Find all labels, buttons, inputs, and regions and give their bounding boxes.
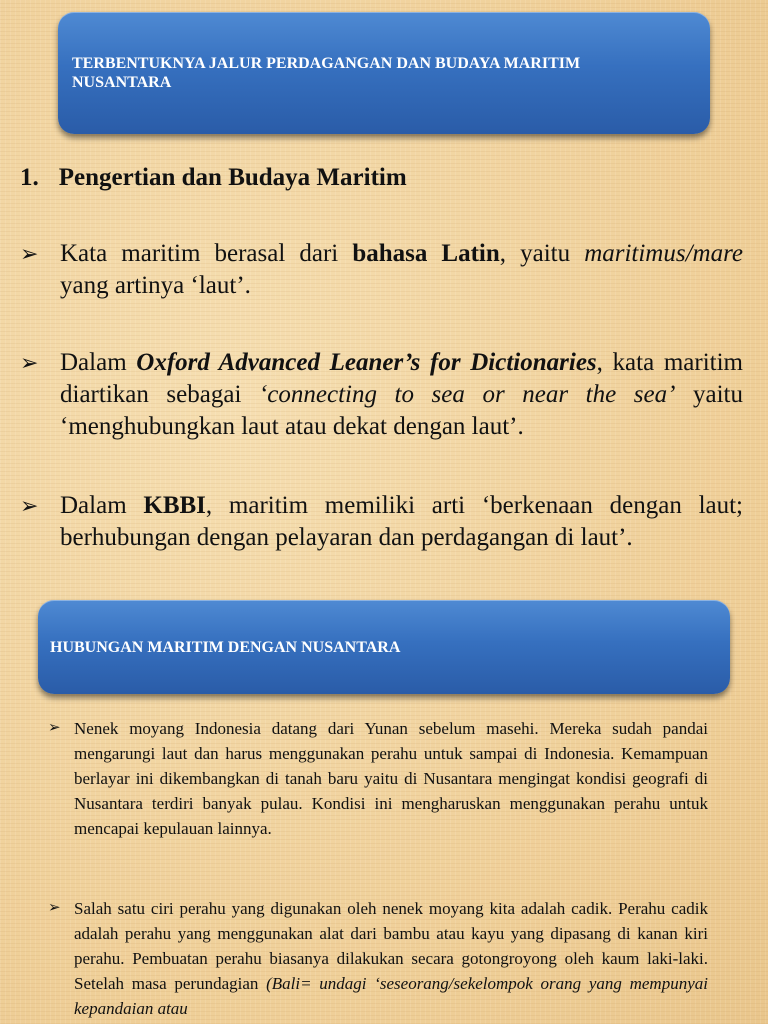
paragraph-origin: Nenek moyang Indonesia datang dari Yunan sebelum masehi. Mereka sudah pandai mengarungi laut dan harus menggunakan perahu untuk sampai di Indonesia. Kemampuan berlayar ini dikembangkan di tanah baru yaitu di Nusantara mengingat kondisi geografi di Nusantara terdiri banyak pulau. Kondisi ini mengharuskan menggunakan perahu untuk mencapai kepulauan lainnya. xyxy=(74,719,708,838)
heading-number: 1. xyxy=(20,164,39,191)
arrow-bullet-icon: ➢ xyxy=(20,493,39,518)
arrow-bullet-icon: ➢ xyxy=(48,720,61,736)
definition-latin: Kata maritim berasal dari bahasa Latin, yaitu maritimus/mare yang artinya ‘laut’. xyxy=(60,240,743,299)
list-item xyxy=(20,347,743,443)
list-item xyxy=(48,896,708,1021)
arrow-bullet-icon: ➢ xyxy=(20,241,39,266)
heading-title: Pengertian dan Budaya Maritim xyxy=(58,164,407,191)
banner-title: TERBENTUKNYA JALUR PERDAGANGAN DAN BUDAYA MARITIM NUSANTARA xyxy=(72,55,581,91)
section-heading xyxy=(20,164,407,192)
list-item xyxy=(20,238,743,302)
definition-kbbi: Dalam KBBI, maritim memiliki arti ‘berkenaan dengan laut; berhubungan dengan pelayaran dan perdagangan di laut’. xyxy=(60,492,744,551)
list-item xyxy=(48,716,708,841)
arrow-bullet-icon: ➢ xyxy=(48,900,61,916)
definition-oxford: Dalam Oxford Advanced Leaner’s for Dictionaries, kata maritim diartikan sebagai ‘connecting to sea or near the sea’ yaitu ‘menghubungkan laut atau dekat dengan laut’. xyxy=(60,349,743,440)
banner-title: HUBUNGAN MARITIM DENGAN NUSANTARA xyxy=(50,638,401,656)
paragraph-outrigger: Salah satu ciri perahu yang digunakan oleh nenek moyang kita adalah cadik. Perahu cadik adalah perahu yang menggunakan alat dari bambu atau kayu yang dipasang di kanan kiri perahu. Pembuatan perahu biasanya dilakukan secara gotongroyong oleh kaum laki-laki. Setelah masa perundagian (Bali= undagi ‘seseorang/sekelompok orang yang mempunyai kepandaian atau xyxy=(74,899,708,1018)
list-item xyxy=(20,490,743,554)
title-banner xyxy=(58,12,710,134)
section-banner xyxy=(38,600,730,694)
arrow-bullet-icon: ➢ xyxy=(20,350,39,375)
